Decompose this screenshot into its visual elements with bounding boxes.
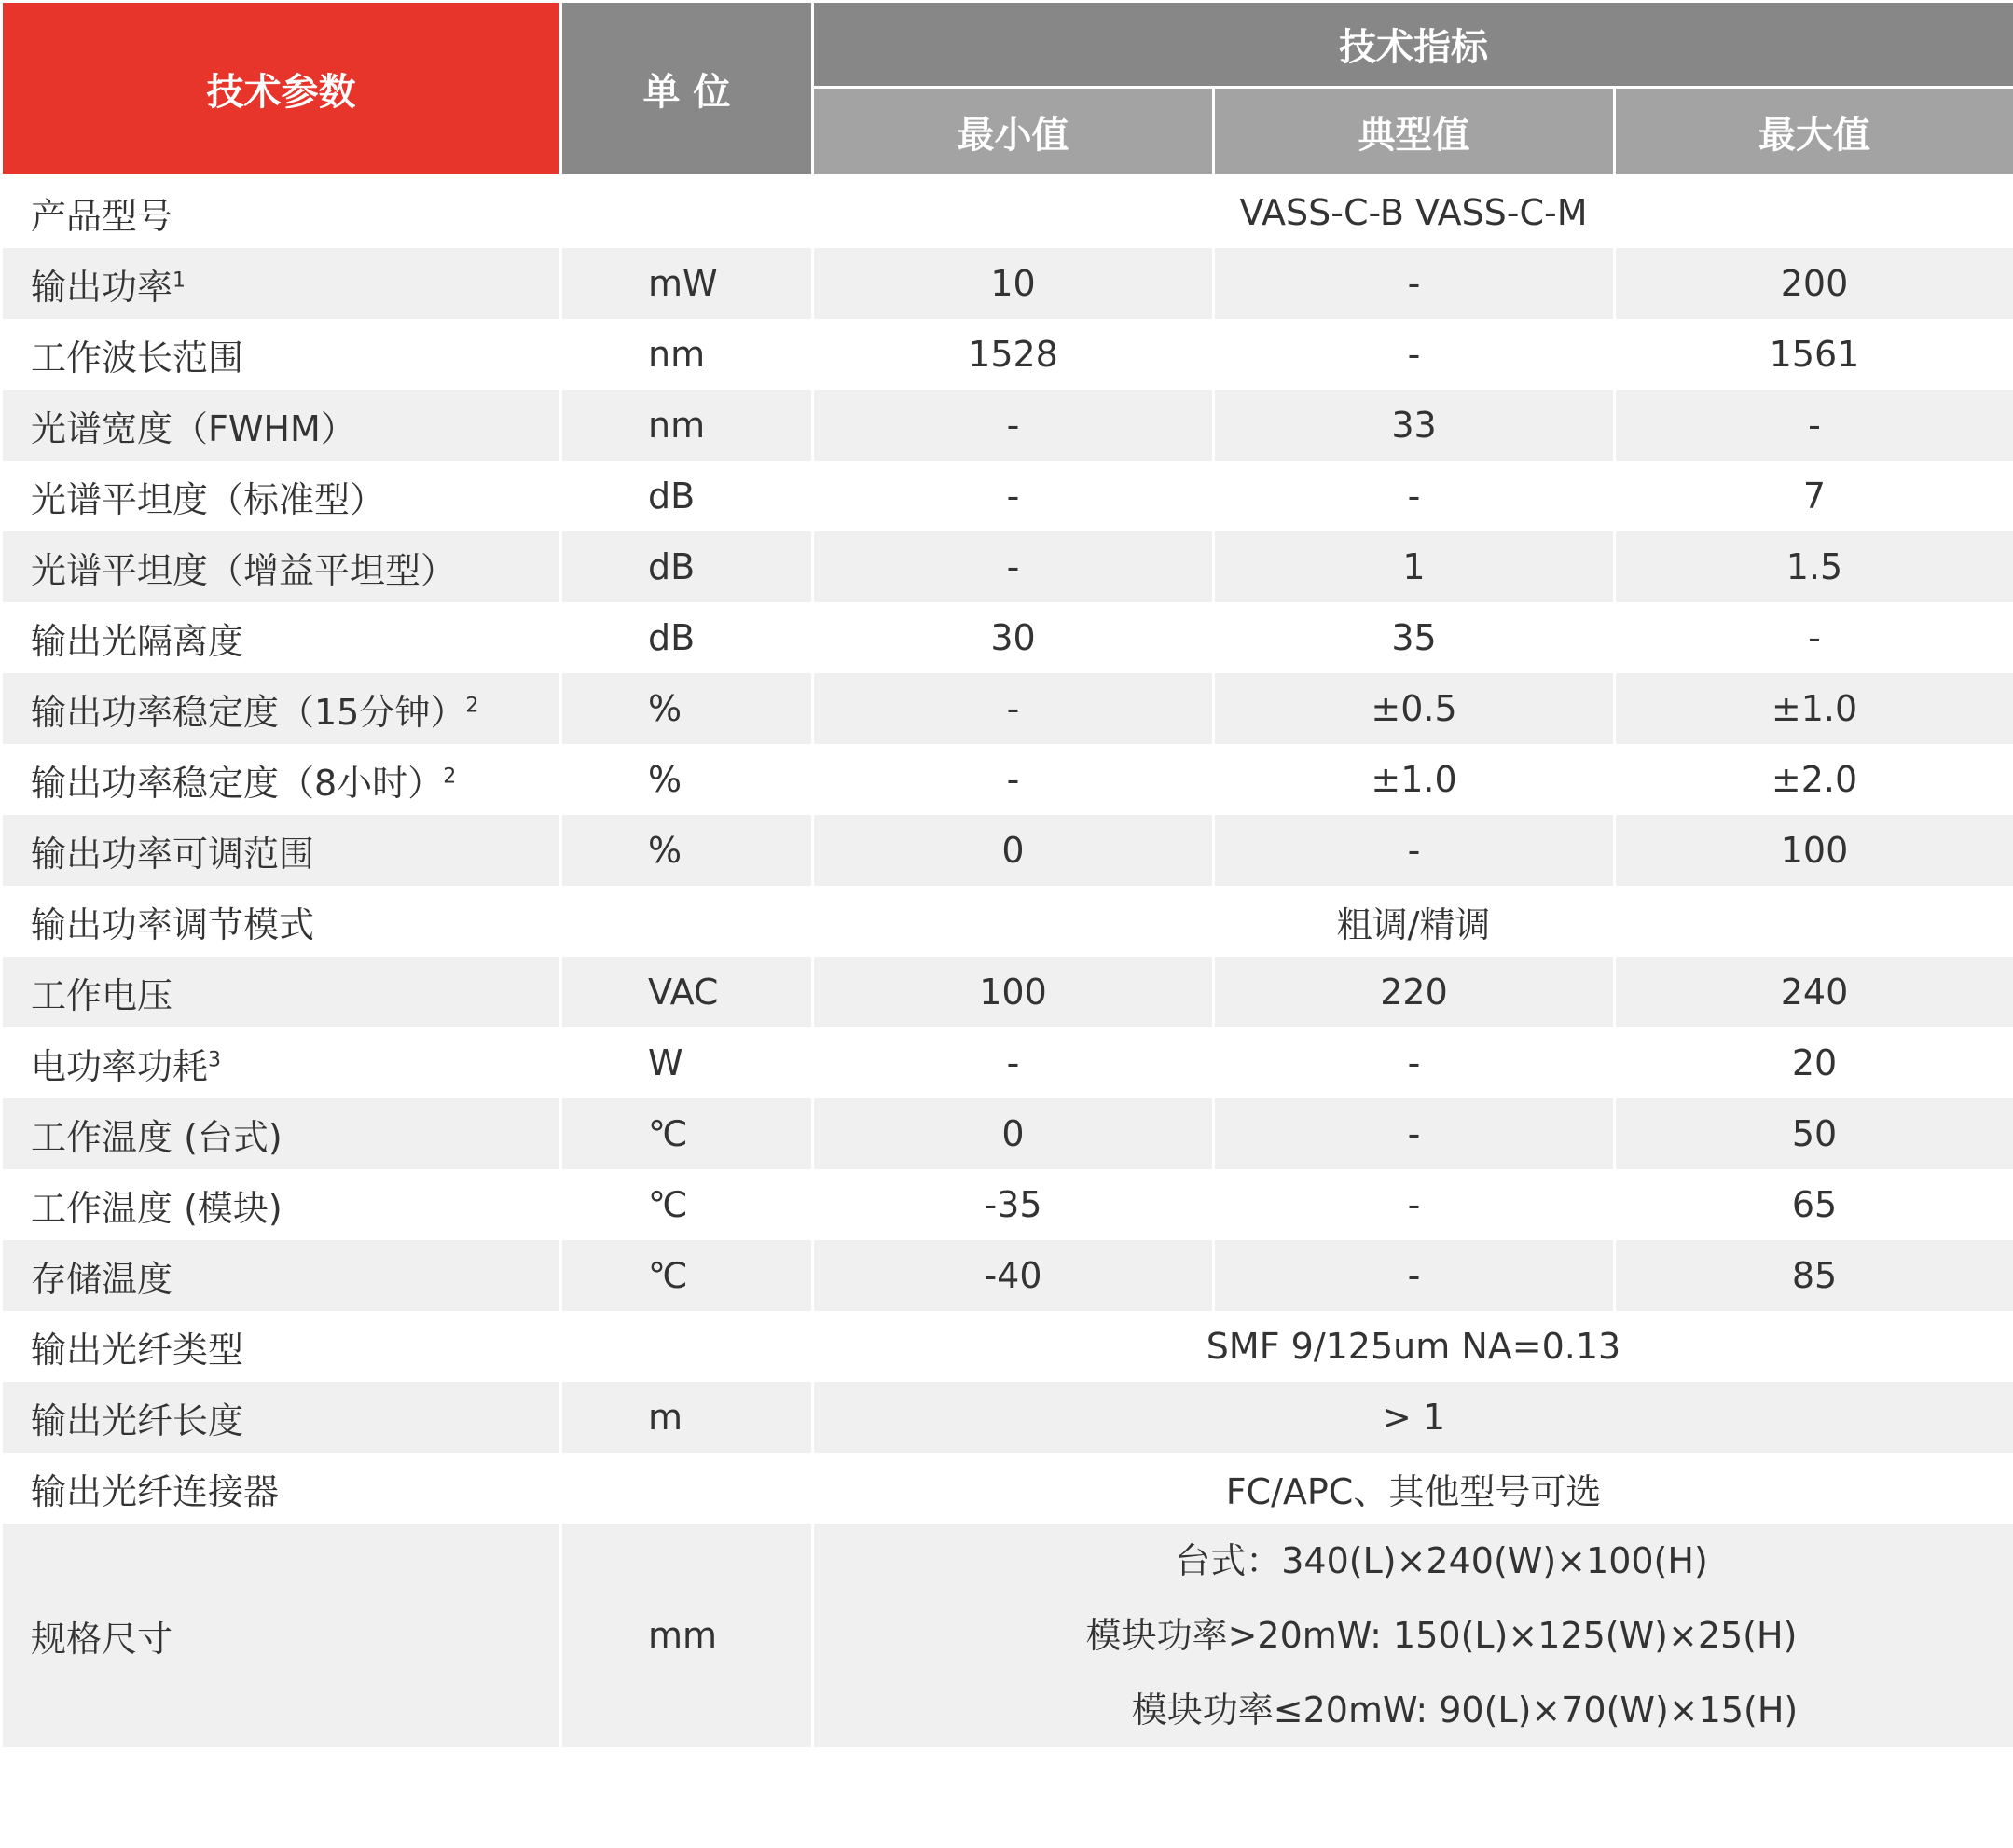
value-span: SMF 9/125um NA=0.13 (813, 1311, 2013, 1382)
param-name (2, 957, 561, 1027)
value-typ: - (1214, 461, 1615, 531)
param-unit: % (561, 673, 813, 744)
value-min: - (813, 531, 1214, 602)
table-row (2, 1169, 2013, 1240)
param-unit (561, 886, 813, 957)
table-row (2, 1453, 2013, 1524)
param-unit: dB (561, 531, 813, 602)
value-max: 7 (1615, 461, 2013, 531)
table-row (2, 1240, 2013, 1311)
param-name-text: 工作温度 (台式) (31, 1116, 283, 1158)
param-unit: m (561, 1382, 813, 1453)
value-min: 10 (813, 248, 1214, 319)
value-min: - (813, 461, 1214, 531)
value-typ: - (1214, 1027, 1615, 1098)
table-row (2, 1311, 2013, 1382)
value-typ: 1 (1214, 531, 1615, 602)
param-name-text: 输出功率 (31, 266, 173, 308)
dimension-line: 模块功率>20mW: 150(L)×125(W)×25(H) (1085, 1615, 1798, 1656)
param-name-text: 输出功率稳定度（8小时） (31, 762, 444, 804)
param-name (2, 176, 561, 249)
value-max: - (1615, 602, 2013, 673)
value-min: -35 (813, 1169, 1214, 1240)
header-min: 最小值 (813, 88, 1214, 176)
param-name-text: 输出光纤连接器 (31, 1470, 280, 1512)
param-name (2, 815, 561, 886)
param-unit: dB (561, 461, 813, 531)
value-typ: ±0.5 (1214, 673, 1615, 744)
param-unit: dB (561, 602, 813, 673)
footnote-mark: 1 (172, 268, 186, 292)
value-min: 1528 (813, 319, 1214, 390)
param-unit: % (561, 815, 813, 886)
value-max: 200 (1615, 248, 2013, 319)
value-min: - (813, 1027, 1214, 1098)
value-max: 20 (1615, 1027, 2013, 1098)
table-row-dimensions (2, 1524, 2013, 1747)
param-unit (561, 1311, 813, 1382)
table-body (2, 176, 2013, 1748)
param-name (2, 602, 561, 673)
value-min: - (813, 673, 1214, 744)
table-row (2, 1382, 2013, 1453)
table-row (2, 248, 2013, 319)
param-name (2, 1453, 561, 1524)
param-name (2, 1169, 561, 1240)
header-max: 最大值 (1615, 88, 2013, 176)
value-max: - (1615, 390, 2013, 461)
dimensions-values (813, 1524, 2013, 1747)
value-max: ±2.0 (1615, 744, 2013, 815)
table-row (2, 461, 2013, 531)
param-unit: mm (561, 1524, 813, 1747)
param-name (2, 1311, 561, 1382)
param-name-text: 工作电压 (31, 974, 173, 1016)
footnote-mark: 3 (208, 1047, 222, 1071)
param-name-text: 输出功率稳定度（15分钟） (31, 691, 466, 733)
param-name-text: 电功率功耗 (31, 1045, 209, 1087)
dimension-line: 台式：340(L)×240(W)×100(H) (1175, 1540, 1708, 1581)
value-max: 1561 (1615, 319, 2013, 390)
footnote-mark: 2 (465, 693, 479, 717)
param-name (2, 248, 561, 319)
value-min: -40 (813, 1240, 1214, 1311)
param-name (2, 531, 561, 602)
param-name-text: 光谱平坦度（标准型） (31, 478, 386, 520)
value-min: - (813, 744, 1214, 815)
table-row (2, 673, 2013, 744)
value-max: 100 (1615, 815, 2013, 886)
param-name-text: 输出功率调节模式 (31, 903, 315, 945)
param-unit: W (561, 1027, 813, 1098)
header-unit: 单 位 (561, 2, 813, 176)
value-min: 0 (813, 1098, 1214, 1169)
param-unit: % (561, 744, 813, 815)
table-row (2, 176, 2013, 249)
header-spec: 技术指标 (813, 2, 2013, 88)
param-unit: mW (561, 248, 813, 319)
header-typ: 典型值 (1214, 88, 1615, 176)
value-max: ±1.0 (1615, 673, 2013, 744)
value-min: 30 (813, 602, 1214, 673)
value-max: 65 (1615, 1169, 2013, 1240)
value-span: 粗调/精调 (813, 886, 2013, 957)
header-param: 技术参数 (2, 2, 561, 176)
param-unit: ℃ (561, 1240, 813, 1311)
table-header (2, 2, 2013, 176)
value-typ: 33 (1214, 390, 1615, 461)
table-row (2, 602, 2013, 673)
value-max: 85 (1615, 1240, 2013, 1311)
value-min: 0 (813, 815, 1214, 886)
param-name-text: 存储温度 (31, 1258, 173, 1300)
param-name (2, 319, 561, 390)
value-typ: - (1214, 248, 1615, 319)
param-name-text: 光谱宽度（FWHM） (31, 407, 356, 449)
param-unit: ℃ (561, 1169, 813, 1240)
table-row (2, 815, 2013, 886)
table-row (2, 957, 2013, 1027)
param-name-text: 输出光纤长度 (31, 1400, 244, 1441)
param-name (2, 1240, 561, 1311)
param-name: 规格尺寸 (2, 1524, 561, 1747)
value-max: 50 (1615, 1098, 2013, 1169)
table-row (2, 319, 2013, 390)
param-unit: VAC (561, 957, 813, 1027)
value-typ: 35 (1214, 602, 1615, 673)
param-name-text: 输出功率可调范围 (31, 833, 315, 875)
param-name-text: 光谱平坦度（增益平坦型） (31, 549, 457, 591)
param-unit: nm (561, 390, 813, 461)
param-name-text: 输出光纤类型 (31, 1329, 244, 1371)
param-name-text: 工作温度 (模块) (31, 1187, 283, 1229)
value-span: VASS-C-B VASS-C-M (813, 176, 2013, 249)
param-name (2, 1098, 561, 1169)
value-max: 1.5 (1615, 531, 2013, 602)
param-name (2, 390, 561, 461)
value-span: FC/APC、其他型号可选 (813, 1453, 2013, 1524)
value-typ: ±1.0 (1214, 744, 1615, 815)
param-name (2, 886, 561, 957)
value-typ: - (1214, 1240, 1615, 1311)
value-min: 100 (813, 957, 1214, 1027)
param-name-text: 工作波长范围 (31, 337, 244, 379)
param-name (2, 673, 561, 744)
footnote-mark: 2 (443, 764, 457, 788)
param-name-text: 输出光隔离度 (31, 620, 244, 662)
param-unit: nm (561, 319, 813, 390)
value-min: - (813, 390, 1214, 461)
dimension-line: 模块功率≤20mW: 90(L)×70(W)×15(H) (1131, 1689, 1799, 1731)
value-typ: - (1214, 1169, 1615, 1240)
table-row (2, 744, 2013, 815)
param-name (2, 1382, 561, 1453)
value-typ: - (1214, 815, 1615, 886)
param-unit (561, 176, 813, 249)
value-typ: - (1214, 1098, 1615, 1169)
param-name (2, 1027, 561, 1098)
param-unit (561, 1453, 813, 1524)
table-row (2, 1027, 2013, 1098)
table-row (2, 531, 2013, 602)
value-typ: 220 (1214, 957, 1615, 1027)
value-span: > 1 (813, 1382, 2013, 1453)
param-name (2, 461, 561, 531)
table-row (2, 1098, 2013, 1169)
param-name (2, 744, 561, 815)
value-max: 240 (1615, 957, 2013, 1027)
value-typ: - (1214, 319, 1615, 390)
param-name-text: 产品型号 (31, 195, 173, 237)
table-row (2, 390, 2013, 461)
param-unit: ℃ (561, 1098, 813, 1169)
table-row (2, 886, 2013, 957)
